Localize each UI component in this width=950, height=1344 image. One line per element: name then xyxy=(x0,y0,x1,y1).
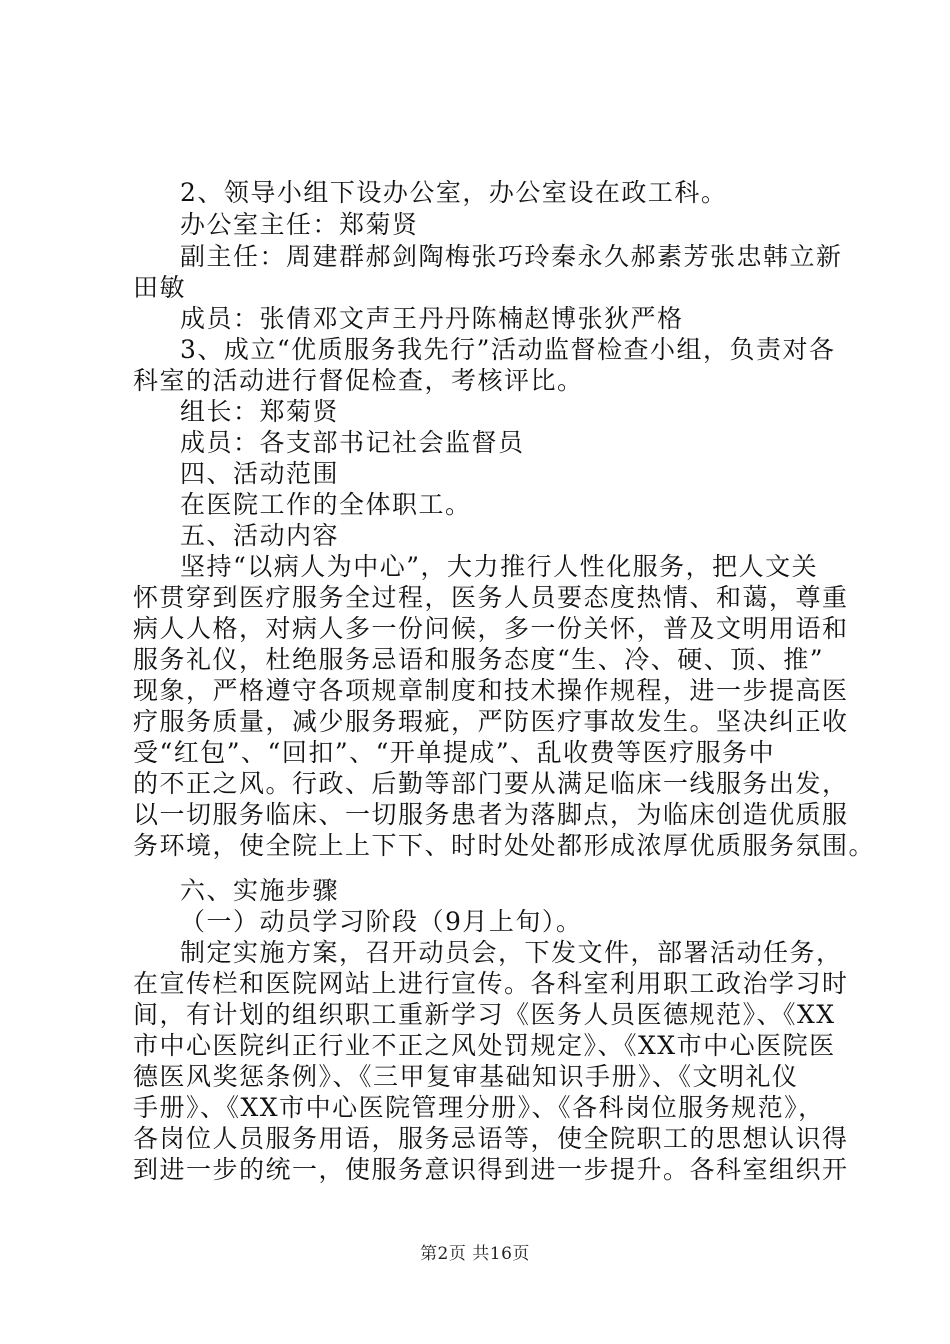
paragraph-line: 副主任：周建群郝剑陶梅张巧玲秦永久郝素芳张忠韩立新 xyxy=(180,242,843,271)
paragraph-line: 制定实施方案，召开动员会，下发文件，部署活动任务， xyxy=(180,938,843,967)
page-number-footer: 第2页 共16页 xyxy=(420,1244,530,1264)
paragraph-line: 科室的活动进行督促检查，考核评比。 xyxy=(133,366,584,395)
subsection-heading: （一）动员学习阶段（9月上旬）。 xyxy=(180,907,583,936)
paragraph-line: 坚持“以病人为中心”，大力推行人性化服务，把人文关 xyxy=(180,552,819,581)
paragraph-line: 的不正之风。行政、后勤等部门要从满足临床一线服务出发， xyxy=(133,769,849,798)
paragraph-line: 服务礼仪，杜绝服务忌语和服务态度“生、冷、硬、顶、推” xyxy=(133,645,825,674)
paragraph-line: 办公室主任：郑菊贤 xyxy=(180,210,419,239)
section-heading: 四、活动范围 xyxy=(180,459,340,488)
paragraph-line: 以一切服务临床、一切服务患者为落脚点，为临床创造优质服 xyxy=(133,800,849,829)
paragraph-line: 在宣传栏和医院网站上进行宣传。各科室利用职工政治学习时 xyxy=(133,969,849,998)
paragraph-line: 德医风奖惩条例》、《三甲复审基础知识手册》、《文明礼仪 xyxy=(133,1062,799,1091)
section-heading: 六、实施步骤 xyxy=(180,876,340,905)
paragraph-line: 成员：张倩邓文声王丹丹陈楠赵博张狄严格 xyxy=(180,304,684,333)
paragraph-line: 成员：各支部书记社会监督员 xyxy=(180,428,525,457)
paragraph-line: 田敏 xyxy=(133,273,187,302)
paragraph-line: 务环境，使全院上上下下、时时处处都形成浓厚优质服务氛围。 xyxy=(133,831,876,860)
paragraph-line: 各岗位人员服务用语，服务忌语等，使全院职工的思想认识得 xyxy=(133,1124,849,1153)
paragraph-line: 手册》、《XX市中心医院管理分册》、《各科岗位服务规范》， xyxy=(133,1093,825,1122)
paragraph-line: 市中心医院纠正行业不正之风处罚规定》、《XX市中心医院医 xyxy=(133,1031,836,1060)
paragraph-line: 到进一步的统一，使服务意识得到进一步提升。各科室组织开 xyxy=(133,1155,849,1184)
paragraph-line: 疗服务质量，减少服务瑕疵，严防医疗事故发生。坚决纠正收 xyxy=(133,707,849,736)
paragraph-line: 在医院工作的全体职工。 xyxy=(180,490,472,519)
paragraph-line: 受“红包”、“回扣”、“开单提成”、乱收费等医疗服务中 xyxy=(133,738,776,767)
paragraph-line: 现象，严格遵守各项规章制度和技术操作规程，进一步提高医 xyxy=(133,676,849,705)
paragraph-line: 组长：郑菊贤 xyxy=(180,397,340,426)
section-heading: 五、活动内容 xyxy=(180,521,340,550)
paragraph-line: 病人人格，对病人多一份问候，多一份关怀，普及文明用语和 xyxy=(133,614,849,643)
paragraph-line: 间，有计划的组织职工重新学习《医务人员医德规范》、《XX xyxy=(133,1000,836,1029)
paragraph-line: 2、领导小组下设办公室，办公室设在政工科。 xyxy=(180,178,728,207)
paragraph-line: 怀贯穿到医疗服务全过程，医务人员要态度热情、和蔼，尊重 xyxy=(133,583,849,612)
paragraph-line: 3、成立“优质服务我先行”活动监督检查小组，负责对各 xyxy=(180,335,836,364)
